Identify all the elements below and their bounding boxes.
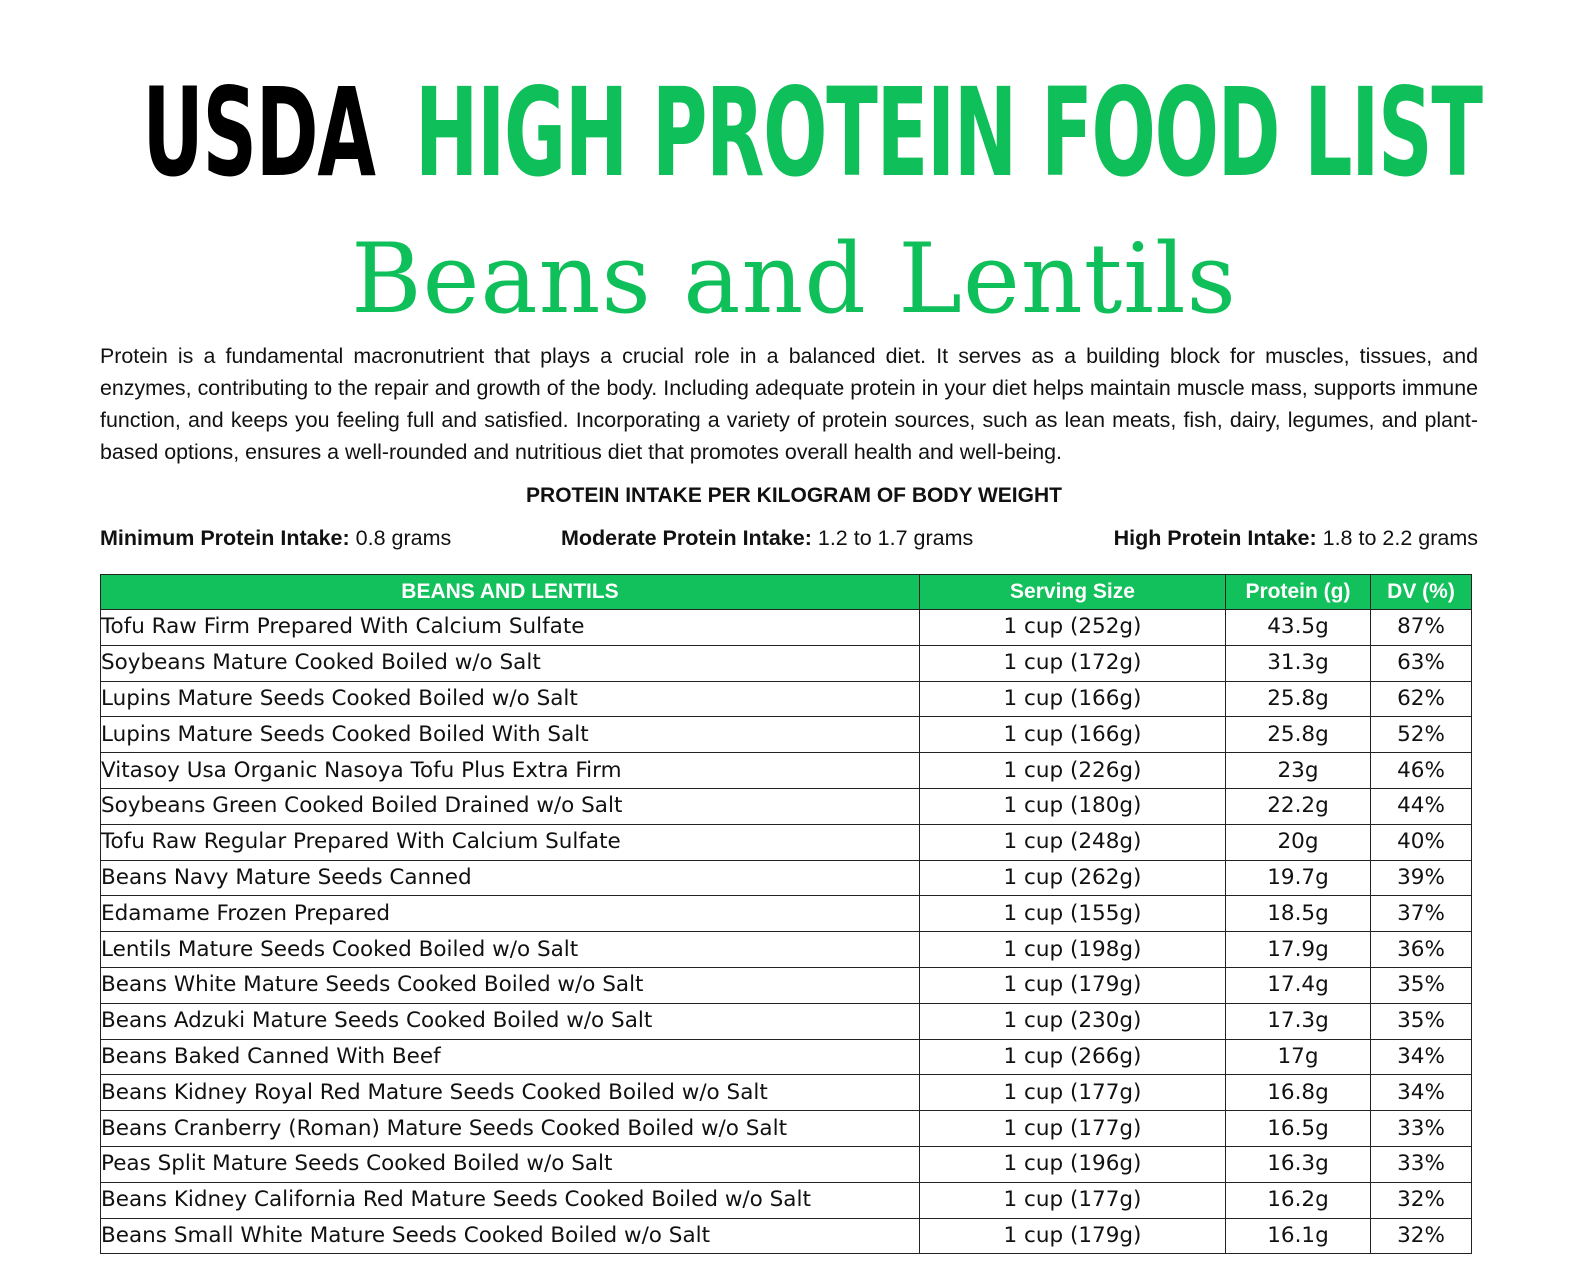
dv-cell: 44% [1371, 788, 1472, 824]
dv-cell: 36% [1371, 932, 1472, 968]
protein-cell: 43.5g [1226, 610, 1371, 646]
serving-size-cell: 1 cup (166g) [920, 681, 1226, 717]
dv-cell: 87% [1371, 610, 1472, 646]
table-row [101, 1218, 1472, 1254]
protein-cell: 23g [1226, 753, 1371, 789]
table-row [101, 1003, 1472, 1039]
food-name-cell: Beans Kidney California Red Mature Seeds Cooked Boiled w/o Salt [101, 1182, 920, 1218]
food-name-cell: Beans Kidney Royal Red Mature Seeds Cooked Boiled w/o Salt [101, 1075, 920, 1111]
dv-cell: 62% [1371, 681, 1472, 717]
table-row [101, 1039, 1472, 1075]
protein-cell: 22.2g [1226, 788, 1371, 824]
food-name-cell: Beans Navy Mature Seeds Canned [101, 860, 920, 896]
serving-size-cell: 1 cup (155g) [920, 896, 1226, 932]
dv-cell: 46% [1371, 753, 1472, 789]
protein-cell: 16.5g [1226, 1111, 1371, 1147]
protein-cell: 17.4g [1226, 967, 1371, 1003]
column-header-serving-size: Serving Size [920, 575, 1226, 610]
serving-size-cell: 1 cup (226g) [920, 753, 1226, 789]
food-name-cell: Vitasoy Usa Organic Nasoya Tofu Plus Extra Firm [101, 753, 920, 789]
table-row [101, 681, 1472, 717]
dv-cell: 34% [1371, 1075, 1472, 1111]
food-name-cell: Soybeans Green Cooked Boiled Drained w/o Salt [101, 788, 920, 824]
protein-cell: 16.2g [1226, 1182, 1371, 1218]
protein-cell: 25.8g [1226, 681, 1371, 717]
table-row [101, 645, 1472, 681]
serving-size-cell: 1 cup (177g) [920, 1111, 1226, 1147]
table-row [101, 824, 1472, 860]
table-row [101, 610, 1472, 646]
food-name-cell: Lupins Mature Seeds Cooked Boiled w/o Salt [101, 681, 920, 717]
dv-cell: 39% [1371, 860, 1472, 896]
protein-cell: 17.3g [1226, 1003, 1371, 1039]
protein-cell: 16.3g [1226, 1146, 1371, 1182]
serving-size-cell: 1 cup (196g) [920, 1146, 1226, 1182]
column-header-food: BEANS AND LENTILS [101, 575, 920, 610]
minimum-intake [100, 522, 451, 554]
high-intake-label: High Protein Intake: [1113, 526, 1317, 550]
intake-row [100, 522, 1478, 554]
serving-size-cell: 1 cup (179g) [920, 967, 1226, 1003]
serving-size-cell: 1 cup (172g) [920, 645, 1226, 681]
intake-heading: PROTEIN INTAKE PER KILOGRAM OF BODY WEIGHT [526, 484, 1062, 507]
table-row [101, 1182, 1472, 1218]
food-name-cell: Lentils Mature Seeds Cooked Boiled w/o Salt [101, 932, 920, 968]
protein-cell: 16.1g [1226, 1218, 1371, 1254]
title-usda: USDA [142, 62, 375, 204]
moderate-intake-value: 1.2 to 1.7 grams [817, 526, 974, 550]
moderate-intake-label: Moderate Protein Intake: [561, 526, 812, 550]
protein-cell: 18.5g [1226, 896, 1371, 932]
dv-cell: 34% [1371, 1039, 1472, 1075]
high-intake-value: 1.8 to 2.2 grams [1322, 526, 1478, 550]
serving-size-cell: 1 cup (179g) [920, 1218, 1226, 1254]
dv-cell: 32% [1371, 1218, 1472, 1254]
intro-paragraph: Protein is a fundamental macronutrient that plays a crucial role in a balanced diet. It serves as a building block for muscles, tissues, and enzymes, contributing to the repair and growth of the body. Including adequate protein in your diet helps maintain muscle mass, supports immune function, and keeps you feeling full and satisfied. Incorporating a variety of protein sources, such as lean meats, fish, dairy, legumes, and plant-based options, ensures a well-rounded and nutritious diet that promotes overall health and well-being. [100, 344, 1478, 464]
title-high-protein-food-list: HIGH PROTEIN FOOD LIST [415, 62, 1482, 204]
table-row [101, 1146, 1472, 1182]
food-name-cell: Lupins Mature Seeds Cooked Boiled With Salt [101, 717, 920, 753]
page-title [0, 48, 1588, 218]
dv-cell: 40% [1371, 824, 1472, 860]
protein-cell: 17.9g [1226, 932, 1371, 968]
serving-size-cell: 1 cup (266g) [920, 1039, 1226, 1075]
table-row [101, 788, 1472, 824]
dv-cell: 37% [1371, 896, 1472, 932]
table-row [101, 967, 1472, 1003]
dv-cell: 52% [1371, 717, 1472, 753]
food-name-cell: Soybeans Mature Cooked Boiled w/o Salt [101, 645, 920, 681]
table-header-row [101, 575, 1472, 610]
dv-cell: 32% [1371, 1182, 1472, 1218]
serving-size-cell: 1 cup (248g) [920, 824, 1226, 860]
table-row [101, 1075, 1472, 1111]
serving-size-cell: 1 cup (262g) [920, 860, 1226, 896]
moderate-intake [561, 522, 973, 554]
column-header-dv: DV (%) [1371, 575, 1472, 610]
serving-size-cell: 1 cup (177g) [920, 1075, 1226, 1111]
protein-cell: 19.7g [1226, 860, 1371, 896]
table-row [101, 896, 1472, 932]
food-name-cell: Beans White Mature Seeds Cooked Boiled w/o Salt [101, 967, 920, 1003]
food-name-cell: Tofu Raw Firm Prepared With Calcium Sulfate [101, 610, 920, 646]
serving-size-cell: 1 cup (166g) [920, 717, 1226, 753]
protein-cell: 20g [1226, 824, 1371, 860]
dv-cell: 35% [1371, 1003, 1472, 1039]
food-name-cell: Edamame Frozen Prepared [101, 896, 920, 932]
serving-size-cell: 1 cup (198g) [920, 932, 1226, 968]
serving-size-cell: 1 cup (177g) [920, 1182, 1226, 1218]
serving-size-cell: 1 cup (252g) [920, 610, 1226, 646]
food-name-cell: Peas Split Mature Seeds Cooked Boiled w/o Salt [101, 1146, 920, 1182]
minimum-intake-value: 0.8 grams [355, 526, 452, 550]
protein-cell: 25.8g [1226, 717, 1371, 753]
dv-cell: 33% [1371, 1146, 1472, 1182]
table-row [101, 932, 1472, 968]
serving-size-cell: 1 cup (180g) [920, 788, 1226, 824]
table-row [101, 1111, 1472, 1147]
table-row [101, 860, 1472, 896]
food-name-cell: Beans Adzuki Mature Seeds Cooked Boiled w/o Salt [101, 1003, 920, 1039]
serving-size-cell: 1 cup (230g) [920, 1003, 1226, 1039]
column-header-protein: Protein (g) [1226, 575, 1371, 610]
food-name-cell: Beans Cranberry (Roman) Mature Seeds Cooked Boiled w/o Salt [101, 1111, 920, 1147]
protein-cell: 16.8g [1226, 1075, 1371, 1111]
food-name-cell: Tofu Raw Regular Prepared With Calcium Sulfate [101, 824, 920, 860]
page-subtitle: Beans and Lentils [351, 223, 1237, 335]
protein-food-table [100, 574, 1472, 1254]
dv-cell: 33% [1371, 1111, 1472, 1147]
dv-cell: 35% [1371, 967, 1472, 1003]
protein-cell: 31.3g [1226, 645, 1371, 681]
food-name-cell: Beans Small White Mature Seeds Cooked Boiled w/o Salt [101, 1218, 920, 1254]
food-name-cell: Beans Baked Canned With Beef [101, 1039, 920, 1075]
dv-cell: 63% [1371, 645, 1472, 681]
table-body [101, 610, 1472, 1254]
protein-cell: 17g [1226, 1039, 1371, 1075]
table-row [101, 753, 1472, 789]
table-row [101, 717, 1472, 753]
high-intake [1114, 522, 1478, 554]
minimum-intake-label: Minimum Protein Intake: [100, 526, 350, 550]
